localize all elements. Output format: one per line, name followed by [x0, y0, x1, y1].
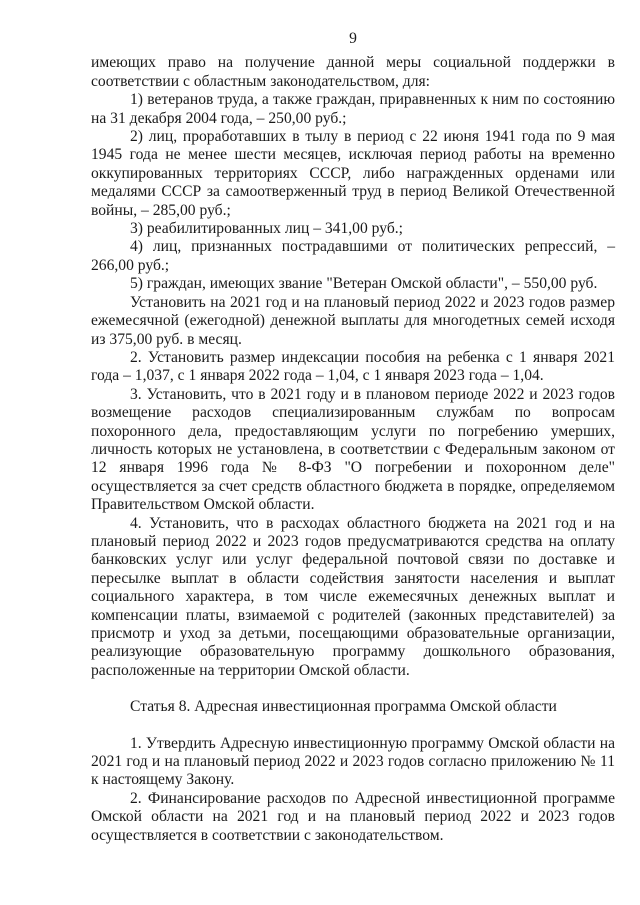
paragraph-article8-item-1: 1. Утвердить Адресную инвестиционную программу Омской области на 2021 год и на плановый период 2022 и 2023 годов согласно приложению № 11 к настоящему Закону.	[91, 734, 615, 789]
paragraph-item-3: 3. Установить, что в 2021 году и в плановом периоде 2022 и 2023 годов возмещение расходов специализированным службам по вопросам похоронного дела, предоставляющим услуги по погребению умерших, личность которых не установлена, в соответствии с Федеральным законом от 12 января 1996 года № 8-ФЗ "О погребении и похоронном деле" осуществляется за счет средств областного бюджета в порядке, определяемом Правительством Омской области.	[91, 385, 615, 514]
article-heading: Статья 8. Адресная инвестиционная программа Омской области	[130, 698, 557, 716]
paragraph-large-families: Установить на 2021 год и на плановый период 2022 и 2023 годов размер ежемесячной (ежегодной) денежной выплаты для многодетных семей исходя из 375,00 руб. в месяц.	[91, 293, 615, 348]
list-item-repression-victims: 4) лиц, признанных пострадавшими от политических репрессий, – 266,00 руб.;	[91, 238, 615, 274]
paragraph-item-4: 4. Установить, что в расходах областного бюджета на 2021 год и на плановый период 2022 и 2023 годов предусматриваются средства на оплату банковских услуг или услуг федеральной почтовой связи по доставке и пересылке выплат в области содействия занятости населения и выплат социального характера, в том числе ежемесячных денежных выплат и компенсации платы, взимаемой с родителей (законных представителей) за присмотр и уход за детьми, посещающими образовательные организации, реализующие образовательную программу дошкольного образования, расположенные на территории Омской области.	[91, 514, 615, 679]
page-number: 9	[349, 30, 357, 47]
list-item-rehabilitated: 3) реабилитированных лиц – 341,00 руб.;	[130, 220, 404, 238]
list-item-veterans-of-labor: 1) ветеранов труда, а также граждан, приравненных к ним по состоянию на 31 декабря 2004 года, – 250,00 руб.;	[91, 91, 615, 127]
list-item-home-front-workers: 2) лиц, проработавших в тылу в период с 22 июня 1941 года по 9 мая 1945 года не менее шести месяцев, исключая период работы на временно оккупированных территориях СССР, либо награжденных орденами или медалями СССР за самоотверженный труд в период Великой Отечественной войны, – 285,00 руб.;	[91, 128, 615, 219]
list-item-omsk-veterans: 5) граждан, имеющих звание "Ветеран Омской области", – 550,00 руб.	[130, 275, 598, 293]
paragraph-article8-item-2: 2. Финансирование расходов по Адресной инвестиционной программе Омской области на 2021 год и на плановый период 2022 и 2023 годов осуществляется в соответствии с законодательством.	[91, 789, 615, 844]
paragraph-item-2: 2. Установить размер индексации пособия на ребенка с 1 января 2021 года – 1,037, с 1 января 2022 года – 1,04, с 1 января 2023 года – 1,04.	[91, 348, 615, 385]
document-page	[91, 30, 615, 845]
paragraph-continuation: имеющих право на получение данной меры социальной поддержки в соответствии с областным законодательством, для:	[91, 54, 615, 90]
